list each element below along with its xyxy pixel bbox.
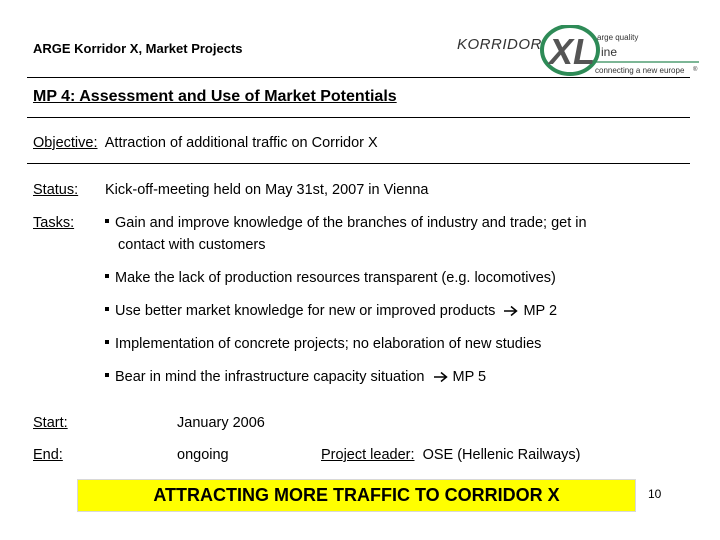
- task-item-1-continuation: contact with customers: [118, 237, 266, 253]
- objective-text: Attraction of additional traffic on Corridor X: [104, 135, 378, 151]
- end-label: End:: [33, 447, 63, 463]
- logo-arge-text: arge quality: [597, 33, 639, 42]
- bullet-icon: [105, 219, 109, 223]
- project-leader: [321, 447, 581, 463]
- task-text: Use better market knowledge for new or improved products: [115, 303, 496, 319]
- bullet-icon: [105, 307, 109, 311]
- status-text: Kick-off-meeting held on May 31st, 2007 in Vienna: [105, 182, 429, 198]
- banner: ATTRACTING MORE TRAFFIC TO CORRIDOR X: [77, 479, 636, 512]
- task-item-4: [105, 336, 541, 352]
- task-text: Make the lack of production resources transparent (e.g. locomotives): [115, 270, 556, 286]
- task-text: Implementation of concrete projects; no elaboration of new studies: [115, 336, 542, 352]
- logo-korridor-text: KORRIDOR: [457, 36, 542, 53]
- start-value: January 2006: [177, 415, 265, 431]
- tasks-label: Tasks:: [33, 215, 75, 231]
- title-divider: [27, 117, 690, 118]
- header-title: ARGE Korridor X, Market Projects: [33, 41, 243, 56]
- task-reference: MP 5: [452, 369, 487, 385]
- objective-label: Objective:: [33, 135, 98, 151]
- project-leader-label: Project leader:: [321, 447, 415, 463]
- bullet-icon: [105, 373, 109, 377]
- logo-registered-mark: ®: [693, 67, 698, 73]
- bullet-icon: [105, 340, 109, 344]
- task-item-2: [105, 270, 556, 286]
- project-leader-value: OSE (Hellenic Railways): [422, 447, 581, 463]
- task-item-3: [105, 303, 557, 319]
- page-number: 10: [648, 487, 662, 501]
- task-text: Gain and improve knowledge of the branches of industry and trade; get in: [115, 215, 587, 231]
- task-item-1: [105, 215, 587, 231]
- header-divider: [27, 77, 690, 78]
- logo-tagline-text: connecting a new europe: [595, 66, 685, 75]
- start-label: Start:: [33, 415, 68, 431]
- page-title: MP 4: Assessment and Use of Market Potentials: [33, 88, 397, 105]
- task-text: Bear in mind the infrastructure capacity situation: [115, 369, 425, 385]
- logo-ine-text: ine: [601, 45, 618, 59]
- task-item-5: [105, 369, 486, 385]
- objective-divider: [27, 163, 690, 164]
- objective-line: [33, 135, 378, 151]
- task-reference: MP 2: [523, 303, 558, 319]
- right-arrow-icon: [433, 371, 449, 383]
- status-label: Status:: [33, 182, 79, 198]
- end-value: ongoing: [177, 447, 229, 463]
- logo-xl-text: XL: [549, 31, 596, 72]
- bullet-icon: [105, 274, 109, 278]
- right-arrow-icon: [503, 305, 519, 317]
- korridor-xl-logo: [455, 25, 705, 77]
